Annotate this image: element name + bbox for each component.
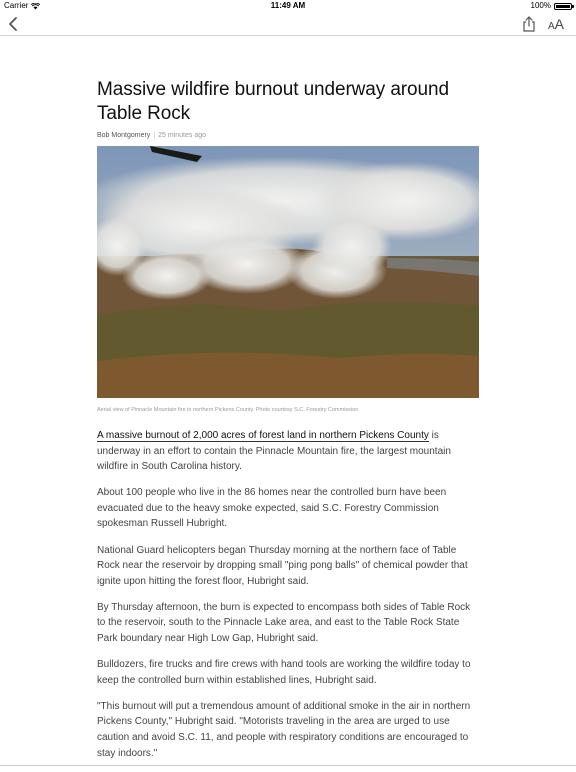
status-bar — [0, 0, 576, 12]
nav-bar — [0, 12, 576, 36]
article-timestamp: 25 minutes ago — [158, 132, 207, 139]
body-paragraph-1: About 100 people who live in the 86 homes near the controlled burn have been evacuated due to the heavy smoke expected, said S.C. Forestry Commission spokesman Russell Hubright. — [97, 487, 447, 530]
byline-separator: | — [153, 132, 156, 139]
battery-icon — [554, 3, 572, 10]
font-size-large-glyph: A — [554, 16, 565, 32]
author-name[interactable]: Bob Montgomery — [97, 132, 151, 139]
status-right — [531, 0, 572, 12]
status-time: 11:49 AM — [270, 1, 306, 10]
body-paragraph-3: By Thursday afternoon, the burn is expected to encompass both sides of Table Rock to the reservoir, south to the Pinnacle Lake area, and east to the Table Rock State Park boundary near High Low Gap, Hubright said. — [97, 601, 471, 645]
font-size-button[interactable] — [548, 14, 564, 34]
lead-link[interactable]: A massive burnout of 2,000 acres of forest land in northern Pickens County — [97, 430, 429, 441]
lead-paragraph-rest: is underway in an effort to contain the Pinnacle Mountain fire, the largest mountain wildfire in South Carolina history. — [97, 430, 451, 473]
share-icon — [521, 15, 537, 33]
carrier-label: Carrier — [4, 1, 29, 10]
bottom-divider — [0, 765, 576, 766]
article-body — [97, 428, 479, 772]
font-size-small-glyph: A — [548, 21, 555, 32]
back-button[interactable] — [6, 15, 22, 33]
lead-paragraph — [97, 428, 479, 475]
battery-percent: 100% — [530, 1, 551, 10]
article — [97, 78, 479, 759]
body-paragraph-5: "This burnout will put a tremendous amount of additional smoke in the air in northern Pickens County," Hubright said. "Motorists traveling in the area are urged to use caution and avoid S.C. 11, and people with respiratory conditions are encouraged to stay indoors." — [97, 700, 471, 759]
article-headline: Massive wildfire burnout underway around Table Rock — [97, 79, 449, 124]
wildfire-photo — [97, 146, 479, 398]
article-photo[interactable] — [97, 146, 479, 398]
chevron-left-icon — [6, 15, 22, 33]
body-paragraph-2: National Guard helicopters began Thursday morning at the northern face of Table Rock near the reservoir by dropping small "ping pong balls" of chemical powder that ignite upon hitting the forest floor, Hubright said. — [97, 544, 468, 587]
share-button[interactable] — [521, 15, 537, 33]
byline — [97, 131, 479, 141]
photo-caption: Aerial view of Pinnacle Mountain fire in northern Pickens County. Photo courtesy S.C. Forestry Commission — [97, 407, 359, 413]
body-paragraph-4: Bulldozers, fire trucks and fire crews with hand tools are working the wildfire today to keep the controlled burn within established lines, Hubright said. — [97, 659, 471, 686]
